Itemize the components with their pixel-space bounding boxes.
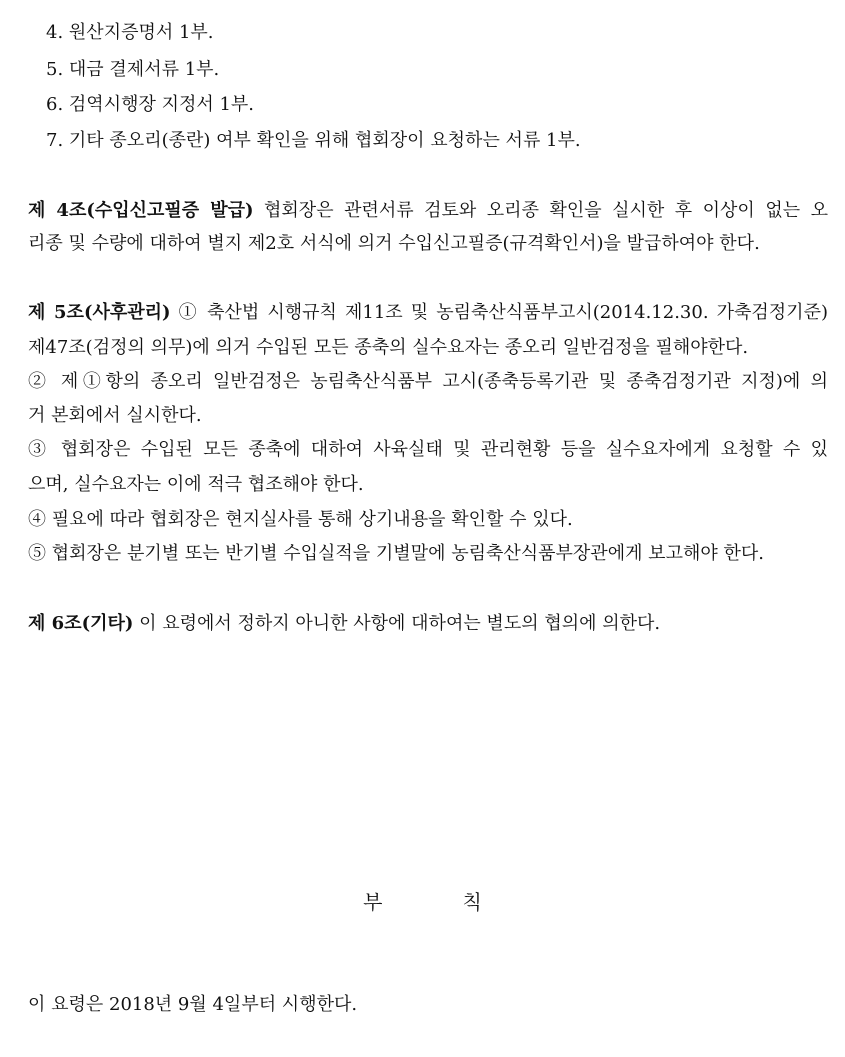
list-text: 기타 종오리(종란) 여부 확인을 위해 협회장이 요청하는 서류 1부. [68,130,581,151]
article-5-line [28,337,828,359]
list-number: 6. [46,94,64,115]
article-6-title: 제 6조(기타) [28,613,134,634]
article-6-text: 이 요령에서 정하지 아니한 사항에 대하여는 별도의 협의에 의한다. [139,613,661,634]
appendix-heading-char: 부 [363,890,383,914]
article-5-line [28,302,828,324]
article-5-text: ④ 필요에 따라 협회장은 현지실사를 통해 상기내용을 확인할 수 있다. [28,509,573,530]
article-5-line [28,439,828,461]
list-item [46,59,806,81]
list-number: 7. [46,130,64,151]
appendix-text-content: 이 요령은 2018년 9월 4일부터 시행한다. [28,994,358,1015]
article-4-line [28,233,828,255]
article-5-text: ① 축산법 시행규칙 제11조 및 농림축산식품부고시(2014.12.30. 가축검정기준) [178,302,828,323]
article-5-line [28,509,828,531]
article-5-title: 제 5조(사후관리) [28,302,171,323]
list-number: 5. [46,59,64,80]
article-5-line [28,474,828,496]
article-5-text: ③ 협회장은 수입된 모든 종축에 대하여 사육실태 및 관리현황 등을 실수요자에게 요청할 수 있 [28,439,828,460]
article-6-line [28,613,828,635]
article-4-title: 제 4조(수입신고필증 발급) [28,200,254,221]
list-item [46,22,806,44]
article-5-text: 거 본회에서 실시한다. [28,405,202,426]
article-5-line [28,405,828,427]
appendix-heading [0,890,845,914]
article-4-text: 리종 및 수량에 대하여 별지 제2호 서식에 의거 수입신고필증(규격확인서)을 발급하여야 한다. [28,233,760,254]
appendix-text [28,994,828,1016]
article-5-line [28,543,828,565]
list-text: 대금 결제서류 1부. [68,59,220,80]
article-5-line [28,371,828,393]
list-item [46,130,806,152]
appendix-heading-char: 칙 [462,890,482,914]
article-5-text: 제47조(검정의 의무)에 의거 수입된 모든 종축의 실수요자는 종오리 일반검정을 필해야한다. [28,337,749,358]
list-number: 4. [46,22,64,43]
article-5-text: ⑤ 협회장은 분기별 또는 반기별 수입실적을 기별말에 농림축산식품부장관에게 보고해야 한다. [28,543,764,564]
article-4-text: 협회장은 관련서류 검토와 오리종 확인을 실시한 후 이상이 없는 오 [264,200,828,221]
list-item [46,94,806,116]
article-5-text: ② 제①항의 종오리 일반검정은 농림축산식품부 고시(종축등록기관 및 종축검정기관 지정)에 의 [28,371,828,392]
list-text: 검역시행장 지정서 1부. [68,94,255,115]
list-text: 원산지증명서 1부. [68,22,214,43]
article-5-text: 으며, 실수요자는 이에 적극 협조해야 한다. [28,474,364,495]
article-4-line [28,200,828,222]
